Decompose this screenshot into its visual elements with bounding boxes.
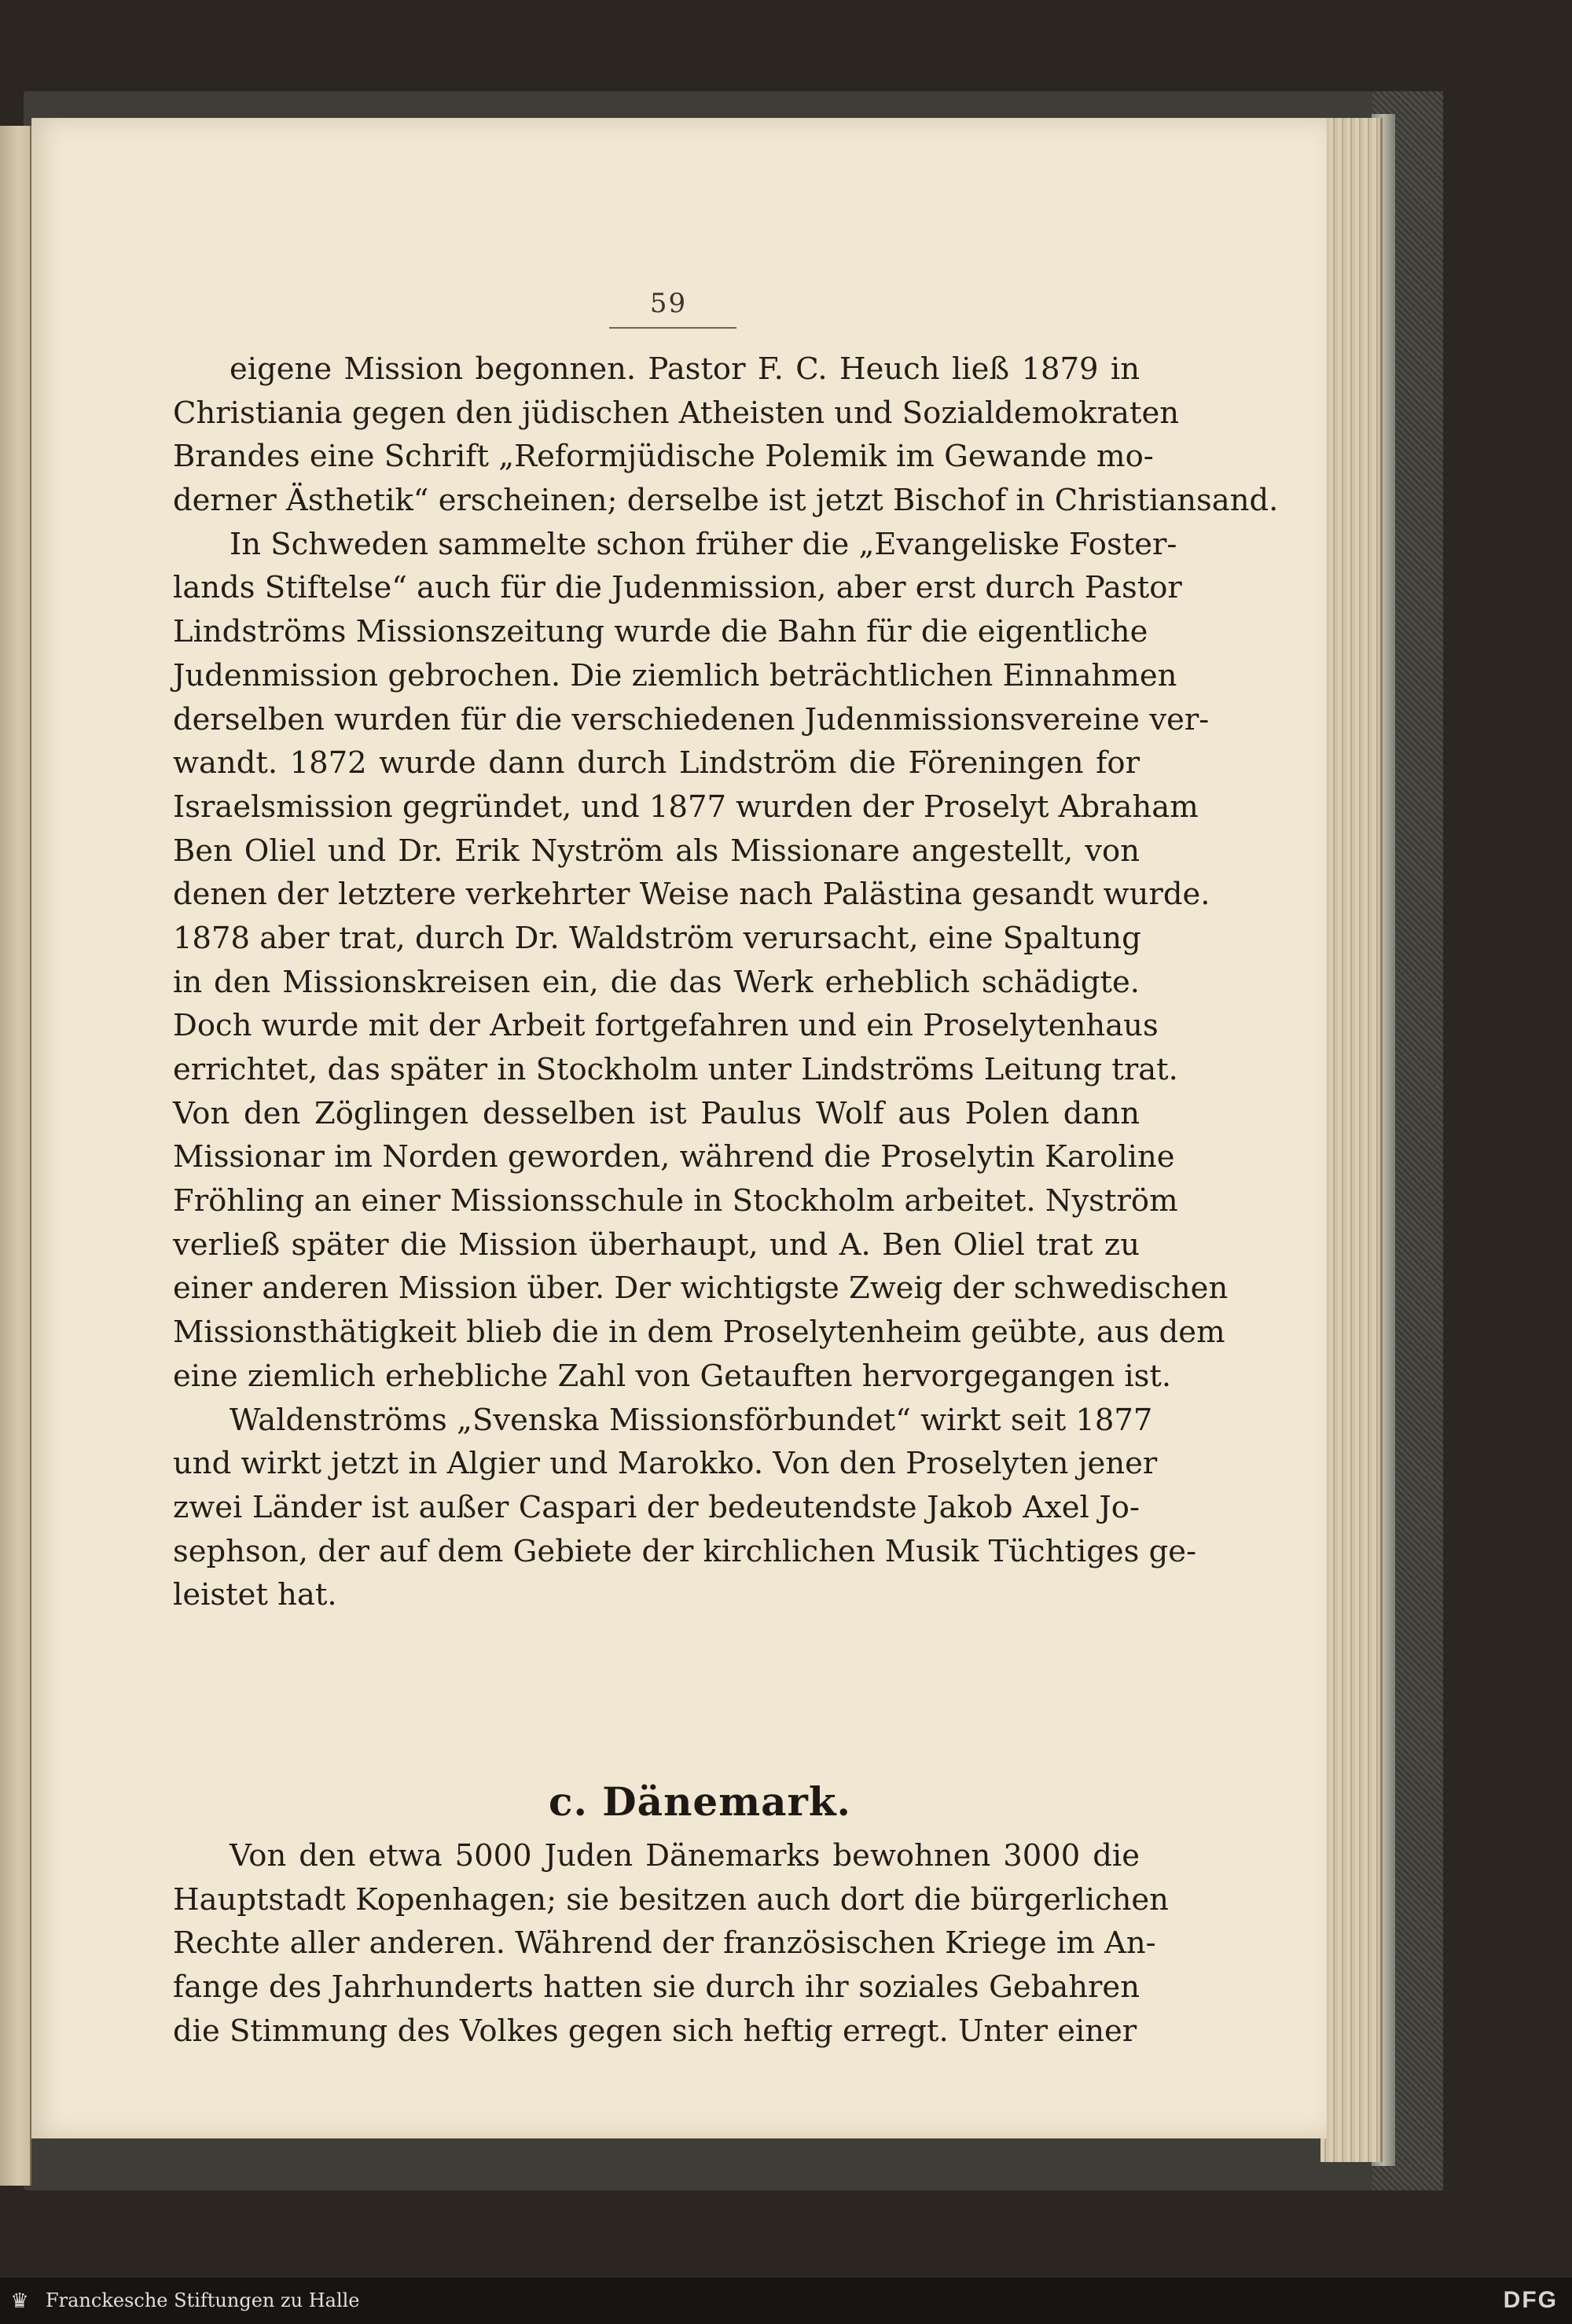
body-text-top: [173, 347, 1279, 1617]
section-heading: c. Dänemark.: [549, 1778, 851, 1825]
text-line: eine ziemlich erhebliche Zahl von Getauften hervorgegangen ist.: [173, 1358, 1172, 1394]
body-text-bottom: [173, 1834, 1169, 2053]
text-line: wandt. 1872 wurde dann durch Lindström die Föreningen for: [173, 745, 1140, 781]
text-line: fange des Jahrhunderts hatten sie durch ihr soziales Gebahren: [173, 1969, 1140, 2006]
text-line: In Schweden sammelte schon früher die „Evangeliske Foster-: [230, 526, 1177, 562]
text-line: leistet hat.: [173, 1577, 337, 1613]
text-line: Missionsthätigkeit blieb die in dem Proselytenheim geübte, aus dem: [173, 1315, 1225, 1351]
text-line: Rechte aller anderen. Während der französischen Kriege im An-: [173, 1925, 1156, 1962]
page-edges: [1320, 118, 1383, 2162]
text-line: und wirkt jetzt in Algier und Marokko. Von den Proselyten jener: [173, 1446, 1158, 1482]
text-line: Fröhling an einer Missionsschule in Stockholm arbeitet. Nyström: [173, 1183, 1178, 1219]
footer-bar: [0, 2278, 1572, 2324]
text-line: derner Ästhetik“ erscheinen; derselbe ist jetzt Bischof in Christiansand.: [173, 483, 1279, 519]
text-line: sephson, der auf dem Gebiete der kirchlichen Musik Tüchtiges ge-: [173, 1533, 1197, 1569]
text-line: die Stimmung des Volkes gegen sich heftig erregt. Unter einer: [173, 2013, 1137, 2049]
text-line: lands Stiftelse“ auch für die Judenmission, aber erst durch Pastor: [173, 570, 1182, 606]
text-line: 1878 aber trat, durch Dr. Waldström verursacht, eine Spaltung: [173, 920, 1141, 956]
text-line: Von den etwa 5000 Juden Dänemarks bewohnen 3000 die: [230, 1838, 1140, 1874]
text-line: zwei Länder ist außer Caspari der bedeutendste Jakob Axel Jo-: [173, 1489, 1140, 1525]
page-number-rule: [609, 327, 736, 329]
text-line: denen der letztere verkehrter Weise nach Palästina gesandt wurde.: [173, 877, 1210, 913]
text-line: derselben wurden für die verschiedenen Judenmissionsvereine ver-: [173, 701, 1210, 737]
book-page: [31, 118, 1327, 2138]
text-line: verließ später die Mission überhaupt, und A. Ben Oliel trat zu: [173, 1226, 1140, 1263]
text-line: in den Missionskreisen ein, die das Werk erheblich schädigte.: [173, 964, 1140, 1000]
text-line: Missionar im Norden geworden, während die Proselytin Karoline: [173, 1139, 1175, 1175]
dfg-logo: DFG: [1503, 2287, 1558, 2313]
text-line: Waldenströms „Svenska Missionsförbundet“ wirkt seit 1877: [230, 1402, 1153, 1438]
footer-institution: Franckesche Stiftungen zu Halle: [46, 2289, 360, 2311]
text-line: Ben Oliel und Dr. Erik Nyström als Missionare angestellt, von: [173, 833, 1140, 869]
text-line: Israelsmission gegründet, und 1877 wurden der Proselyt Abraham: [173, 789, 1199, 825]
page-number: 59: [649, 288, 688, 319]
francke-foundation-logo-icon: ♛: [10, 2289, 29, 2313]
text-line: errichtet, das später in Stockholm unter Lindströms Leitung trat.: [173, 1052, 1178, 1087]
text-line: Brandes eine Schrift „Reformjüdische Polemik im Gewande mo-: [173, 439, 1154, 475]
text-line: Christiania gegen den jüdischen Atheisten und Sozialdemokraten: [173, 395, 1180, 431]
text-line: eigene Mission begonnen. Pastor F. C. Heuch ließ 1879 in: [230, 351, 1140, 387]
text-line: Von den Zöglingen desselben ist Paulus Wolf aus Polen dann: [173, 1095, 1140, 1131]
text-line: Hauptstadt Kopenhagen; sie besitzen auch dort die bürgerlichen: [173, 1881, 1169, 1918]
text-line: Doch wurde mit der Arbeit fortgefahren und ein Proselytenhaus: [173, 1008, 1159, 1044]
text-line: Lindströms Missionszeitung wurde die Bahn für die eigentliche: [173, 614, 1148, 650]
text-line: einer anderen Mission über. Der wichtigste Zweig der schwedischen: [173, 1270, 1229, 1307]
left-page-edge: [0, 126, 31, 2186]
text-line: Judenmission gebrochen. Die ziemlich beträchtlichen Einnahmen: [173, 657, 1177, 693]
